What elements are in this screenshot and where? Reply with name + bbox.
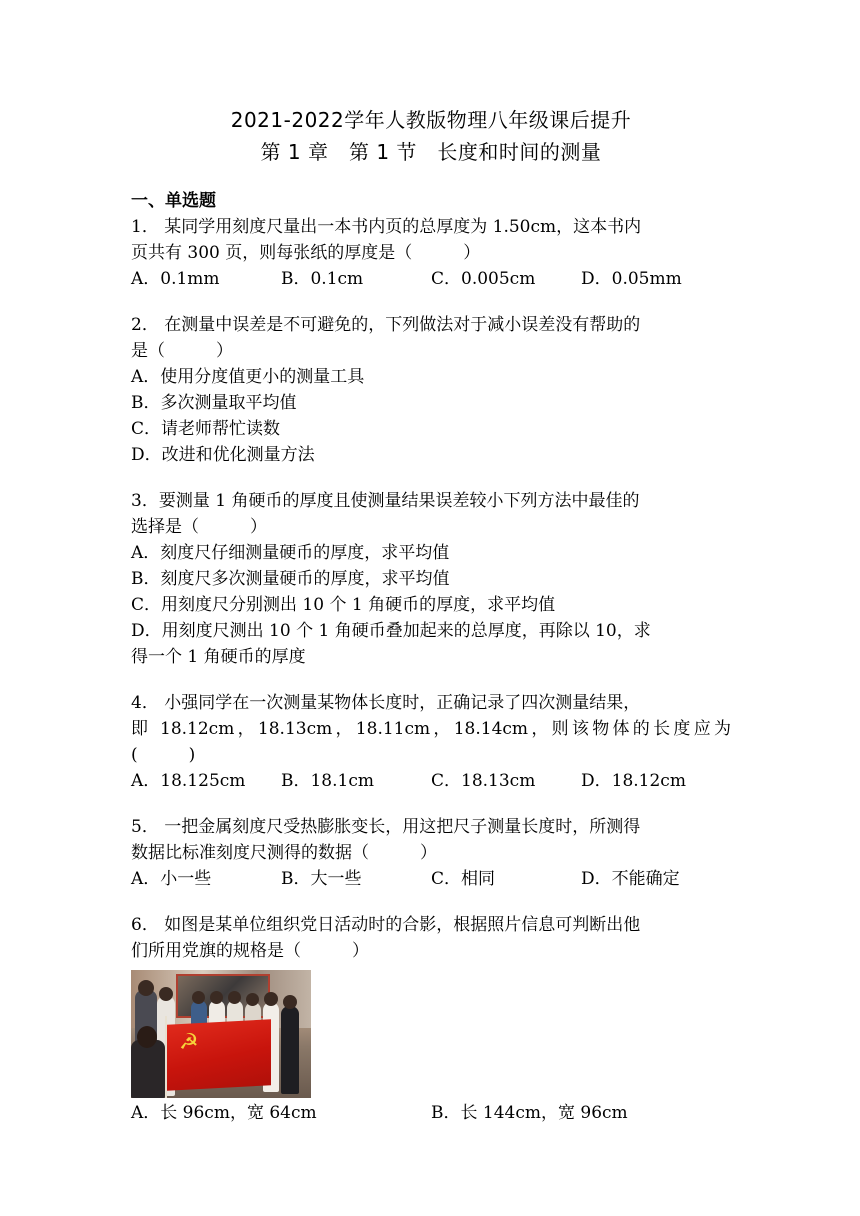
option-a: A．刻度尺仔细测量硬币的厚度，求平均值 [131, 543, 450, 563]
question-stem-line: 们所用党旗的规格是（ ） [131, 941, 369, 961]
hammer-sickle-icon: ☭ [179, 1030, 199, 1055]
options-row [131, 1100, 731, 1126]
option-d-continued: 得一个 1 角硬币的厚度 [131, 647, 306, 667]
section-heading: 一、单选题 [131, 191, 216, 211]
option-d: D．18.12cm [581, 771, 686, 791]
option-d: D．用刻度尺测出 10 个 1 角硬币叠加起来的总厚度，再除以 10，求 [131, 621, 651, 641]
question-stem-line: 6． 如图是某单位组织党日活动时的合影，根据照片信息可判断出他 [131, 915, 641, 935]
option-c: C．相同 [431, 869, 496, 889]
option-b: B．18.1cm [281, 771, 374, 791]
option-a: A．长 96cm，宽 64cm [131, 1103, 317, 1123]
option-c: C．18.13cm [431, 771, 536, 791]
question-stem-line: 数据比标准刻度尺测得的数据（ ） [131, 843, 437, 863]
title-line-1: 2021-2022学年人教版物理八年级课后提升 [230, 108, 632, 132]
option-c: C．请老师帮忙读数 [131, 419, 281, 439]
title-line-2: 第 1 章 第 1 节 长度和时间的测量 [260, 140, 602, 164]
option-b: B．刻度尺多次测量硬币的厚度，求平均值 [131, 569, 450, 589]
question-5 [131, 814, 731, 892]
question-1 [131, 214, 731, 292]
question-3 [131, 488, 731, 670]
question-2 [131, 312, 731, 468]
options-row [131, 866, 731, 892]
option-a: A．小一些 [131, 869, 212, 889]
options-row [131, 768, 731, 794]
option-a: A．18.125cm [131, 771, 246, 791]
question-stem-line: 4． 小强同学在一次测量某物体长度时，正确记录了四次测量结果， [131, 693, 641, 713]
option-b: B．多次测量取平均值 [131, 393, 297, 413]
question-stem-line: 是（ ） [131, 341, 233, 361]
option-d: D．不能确定 [581, 869, 680, 889]
options-row [131, 266, 731, 292]
option-a: A．0.1mm [131, 269, 220, 289]
option-b: B．大一些 [281, 869, 362, 889]
option-d: D．改进和优化测量方法 [131, 445, 315, 465]
question-stem-line: 5． 一把金属刻度尺受热膨胀变长，用这把尺子测量长度时，所测得 [131, 817, 641, 837]
option-b: B．长 144cm，宽 96cm [431, 1103, 628, 1123]
question-stem-line: 选择是（ ） [131, 517, 267, 537]
option-a: A．使用分度值更小的测量工具 [131, 367, 365, 387]
option-b: B．0.1cm [281, 269, 364, 289]
question-stem-line: 即 18.12cm，18.13cm，18.11cm，18.14cm，则该物体的长度应为( ) [131, 719, 731, 765]
document-title [131, 104, 731, 168]
option-d: D．0.05mm [581, 269, 682, 289]
question-stem-line: 3．要测量 1 角硬币的厚度且使测量结果误差较小下列方法中最佳的 [131, 491, 640, 511]
option-c: C．用刻度尺分别测出 10 个 1 角硬币的厚度，求平均值 [131, 595, 556, 615]
document-page [131, 104, 731, 1126]
group-photo-with-party-flag [131, 970, 311, 1098]
question-4 [131, 690, 731, 794]
option-c: C．0.005cm [431, 269, 536, 289]
question-6 [131, 912, 731, 1126]
question-stem-line: 页共有 300 页，则每张纸的厚度是（ ） [131, 243, 481, 263]
question-stem-line: 2． 在测量中误差是不可避免的，下列做法对于减小误差没有帮助的 [131, 315, 641, 335]
question-stem-line: 1． 某同学用刻度尺量出一本书内页的总厚度为 1.50cm，这本书内 [131, 217, 642, 237]
